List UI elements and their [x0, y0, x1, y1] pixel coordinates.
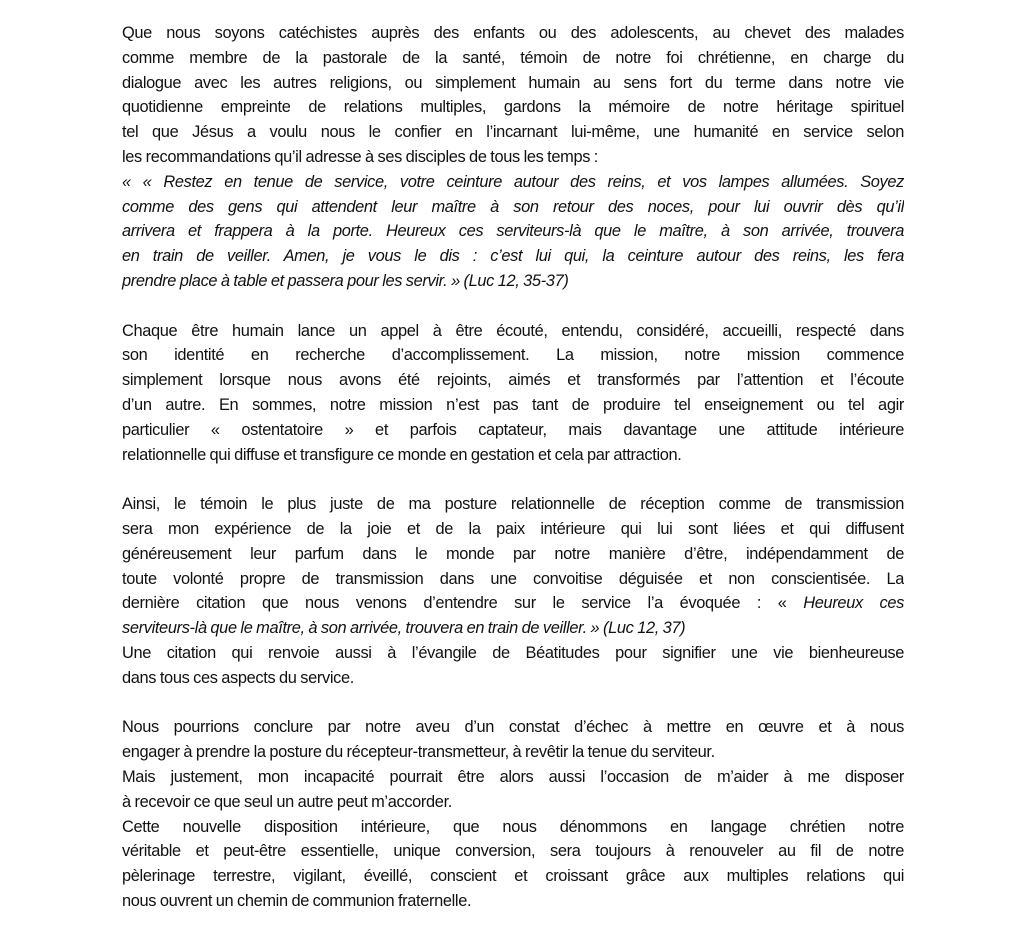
text-line: généreusement leur parfum dans le monde par notre manière d’être, indépendamment de: [122, 544, 904, 563]
quote-line: en train de veiller. Amen, je vous le dis : c’est lui qui, la ceinture autour des reins, les fera: [122, 247, 904, 266]
paragraph-spacer: [122, 691, 904, 716]
paragraph-2: [122, 319, 904, 468]
text-line: Mais justement, mon incapacité pourrait être alors aussi l’occasion de m’aider à me disposer: [122, 767, 904, 786]
text-line-with-quote: [122, 591, 904, 616]
text-line: son identité en recherche d’accomplissement. La mission, notre mission commence: [122, 346, 904, 365]
text-line: Ainsi, le témoin le plus juste de ma posture relationnelle de réception comme de transmission: [122, 495, 904, 514]
text-line: dans tous ces aspects du service.: [122, 668, 354, 687]
text-line: nous ouvrent un chemin de communion fraternelle.: [122, 891, 472, 910]
paragraph-4: [122, 715, 904, 913]
quote-line: prendre place à table et passera pour les servir. » (Luc 12, 35-37): [122, 271, 569, 290]
text-line: pèlerinage terrestre, vigilant, éveillé, conscient et croissant grâce aux multiples relations qui: [122, 867, 904, 886]
text-line: relationnelle qui diffuse et transfigure ce monde en gestation et cela par attraction.: [122, 445, 682, 464]
text-line: véritable et peut-être essentielle, unique conversion, sera toujours à renouveler au fil de notre: [122, 842, 904, 861]
text-line: tel que Jésus a voulu nous le confier en l’incarnant lui-même, une humanité en service selon: [122, 123, 904, 142]
paragraph-3: [122, 492, 904, 690]
text-line: particulier « ostentatoire » et parfois captateur, mais davantage une attitude intérieure: [122, 420, 904, 439]
text-line: toute volonté propre de transmission dans une convoitise déguisée et non conscientisée. La: [122, 569, 904, 588]
text-line: Nous pourrions conclure par notre aveu d’un constat d’échec à mettre en œuvre et à nous: [122, 718, 904, 737]
paragraph-1: [122, 21, 904, 294]
text-line: sera mon expérience de la joie et de la paix intérieure qui lui sont liées et qui diffusent: [122, 519, 904, 538]
text-line: les recommandations qu’il adresse à ses disciples de tous les temps :: [122, 147, 598, 166]
text-line: Une citation qui renvoie aussi à l’évangile de Béatitudes pour signifier une vie bienheureuse: [122, 643, 904, 662]
text-line: simplement lorsque nous avons été rejoints, aimés et transformés par l’attention et l’écoute: [122, 371, 904, 390]
text-line: dialogue avec les autres religions, ou simplement humain au sens fort du terme dans notre vie: [122, 73, 904, 92]
quote-line: arrivera et frappera à la porte. Heureux ces serviteurs-là que le maître, à son arrivée, trouvera: [122, 222, 904, 241]
text-line: Chaque être humain lance un appel à être écouté, entendu, considéré, accueilli, respecté dans: [122, 321, 904, 340]
quote-line: comme des gens qui attendent leur maître à son retour des noces, pour lui ouvrir dès qu’il: [122, 197, 904, 216]
quote-line: serviteurs-là que le maître, à son arrivée, trouvera en train de veiller. » (Luc 12, 37): [122, 619, 686, 638]
quote-line: « « Restez en tenue de service, votre ceinture autour des reins, et vos lampes allumées. Soyez: [122, 172, 904, 191]
document-page: [122, 21, 904, 914]
text-line: d’un autre. En sommes, notre mission n’est pas tant de produire tel enseignement ou tel agir: [122, 395, 904, 414]
text-line: comme membre de la pastorale de la santé, témoin de notre foi chrétienne, en charge du: [122, 48, 904, 67]
text-line: à recevoir ce que seul un autre peut m’accorder.: [122, 792, 452, 811]
text-line: Que nous soyons catéchistes auprès des enfants ou des adolescents, au chevet des malades: [122, 24, 904, 42]
line-head: dernière citation que nous venons d’entendre sur le service l’a évoquée : «: [122, 594, 804, 613]
text-line: quotidienne empreinte de relations multiples, gardons la mémoire de notre héritage spirituel: [122, 98, 904, 117]
paragraph-spacer: [122, 294, 904, 319]
quote-start: Heureux ces: [803, 594, 904, 613]
paragraph-spacer: [122, 467, 904, 492]
text-line: Cette nouvelle disposition intérieure, que nous dénommons en langage chrétien notre: [122, 817, 904, 836]
text-line: engager à prendre la posture du récepteur-transmetteur, à revêtir la tenue du serviteur.: [122, 743, 715, 762]
